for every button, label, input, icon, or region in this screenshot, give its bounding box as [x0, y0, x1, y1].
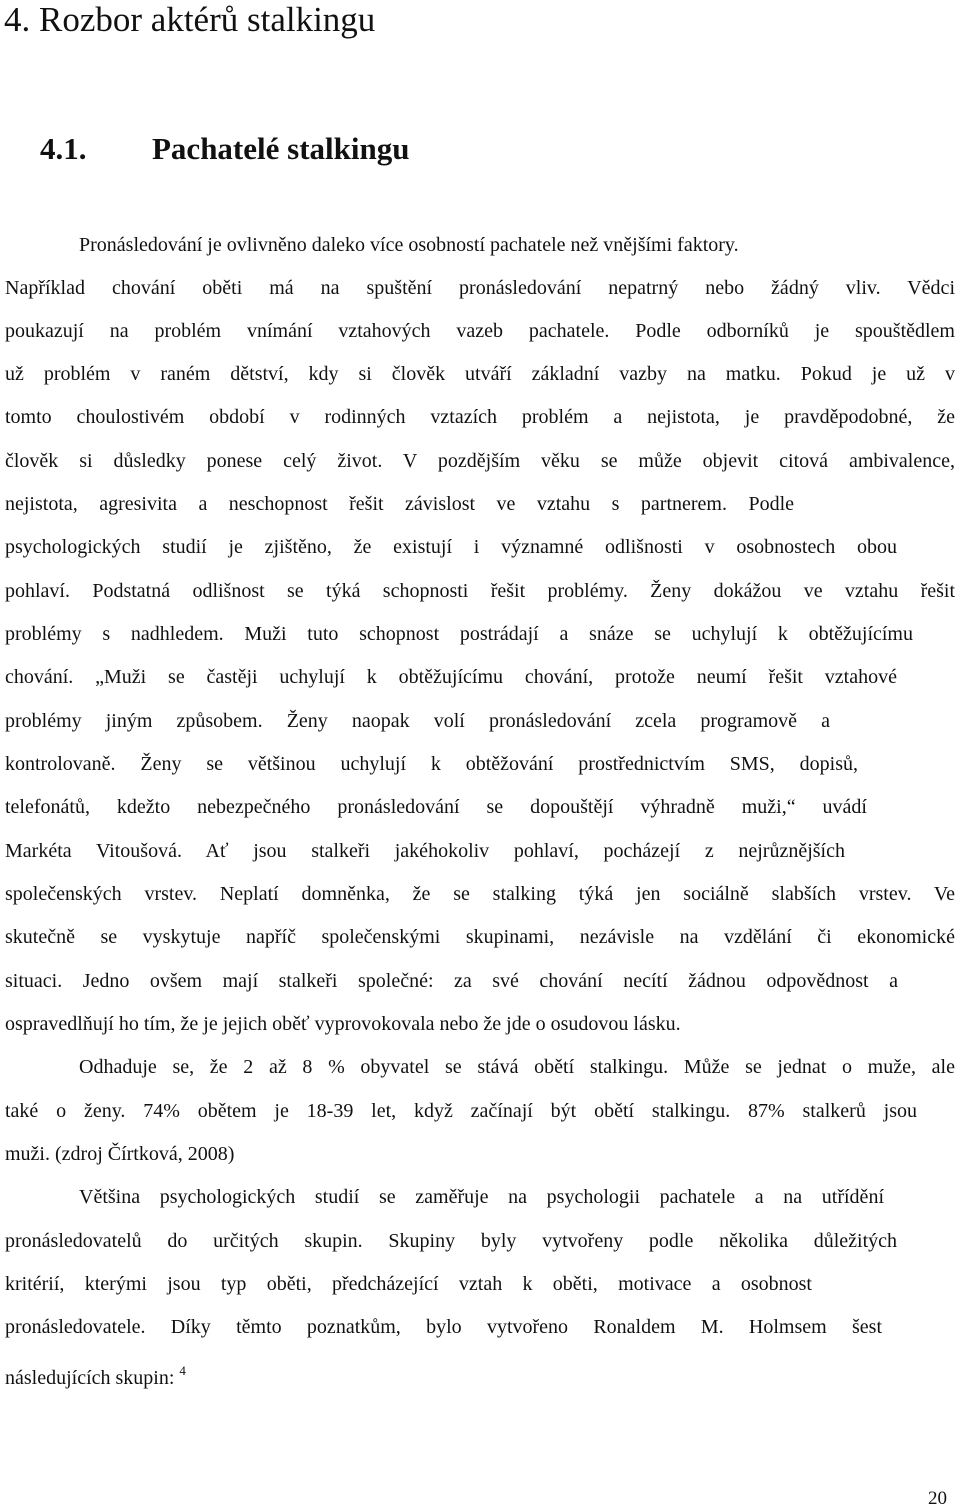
text-line: pohlaví. Podstatná odlišnost se týká schopnosti řešit problémy. Ženy dokážou ve vztahu řešit: [5, 580, 955, 602]
text-line: Markéta Vitoušová. Ať jsou stalkeři jakéhokoliv pohlaví, pocházejí z nejrůznějších: [5, 840, 845, 862]
text-line: Pronásledování je ovlivněno daleko více osobností pachatele než vnějšími faktory.: [79, 234, 739, 256]
text-line: nejistota, agresivita a neschopnost řešit závislost ve vztahu s partnerem. Podle: [5, 493, 794, 515]
text-line: pronásledovatele. Díky těmto poznatkům, bylo vytvořeno Ronaldem M. Holmsem šest: [5, 1316, 882, 1338]
text-line: problémy jiným způsobem. Ženy naopak volí pronásledování zcela programově a: [5, 710, 830, 732]
page-number: 20: [928, 1488, 947, 1509]
text-line: telefonátů, kdežto nebezpečného pronásledování se dopouštějí výhradně muži,“ uvádí: [5, 796, 867, 818]
text-line: tomto choulostivém období v rodinných vztazích problém a nejistota, je pravděpodobné, že: [5, 406, 955, 428]
text-line: už problém v raném dětství, kdy si člověk utváří základní vazby na matku. Pokud je už v: [5, 363, 955, 385]
text-line: Většina psychologických studií se zaměřuje na psychologii pachatele a na utřídění: [79, 1186, 884, 1208]
text-line: psychologických studií je zjištěno, že existují i významné odlišnosti v osobnostech obou: [5, 536, 897, 558]
text-line: kritérií, kterými jsou typ oběti, předcházející vztah k oběti, motivace a osobnost: [5, 1273, 812, 1295]
text-line: společenských vrstev. Neplatí domněnka, že se stalking týká jen sociálně slabších vrstev. Ve: [5, 883, 955, 905]
text-line: [5, 1358, 186, 1391]
text-line: skutečně se vyskytuje napříč společenskými skupinami, nezávisle na vzdělání či ekonomické: [5, 926, 955, 948]
text-line-content: následujících skupin:: [5, 1367, 180, 1389]
text-line: ospravedlňují ho tím, že je jejich oběť vyprovokovala nebo že jde o osudovou lásku.: [5, 1013, 681, 1035]
text-line: kontrolovaně. Ženy se většinou uchylují k obtěžování prostřednictvím SMS, dopisů,: [5, 753, 858, 775]
text-line: poukazují na problém vnímání vztahových vazeb pachatele. Podle odborníků je spouštědlem: [5, 320, 955, 342]
section-title: Pachatelé stalkingu: [152, 131, 410, 166]
text-line: pronásledovatelů do určitých skupin. Skupiny byly vytvořeny podle několika důležitých: [5, 1230, 897, 1252]
text-line: chování. „Muži se častěji uchylují k obtěžujícímu chování, protože neumí řešit vztahové: [5, 666, 897, 688]
text-line: také o ženy. 74% obětem je 18-39 let, když začínají být obětí stalkingu. 87% stalkerů jsou: [5, 1100, 917, 1122]
text-line: Například chování oběti má na spuštění pronásledování nepatrný nebo žádný vliv. Vědci: [5, 277, 955, 299]
text-line: problémy s nadhledem. Muži tuto schopnost postrádají a snáze se uchylují k obtěžujícímu: [5, 623, 913, 645]
footnote-reference: 4: [179, 1363, 186, 1378]
text-line: Odhaduje se, že 2 až 8 % obyvatel se stává obětí stalkingu. Může se jednat o muže, ale: [79, 1056, 955, 1078]
chapter-heading: 4. Rozbor aktérů stalkingu: [4, 0, 376, 39]
text-line: muži. (zdroj Čírtková, 2008): [5, 1143, 235, 1165]
section-number: 4.1.: [40, 131, 87, 166]
text-line: člověk si důsledky ponese celý život. V pozdějším věku se může objevit citová ambivalence,: [5, 450, 955, 472]
text-line: situaci. Jedno ovšem mají stalkeři společné: za své chování necítí žádnou odpovědnost a: [5, 970, 898, 992]
